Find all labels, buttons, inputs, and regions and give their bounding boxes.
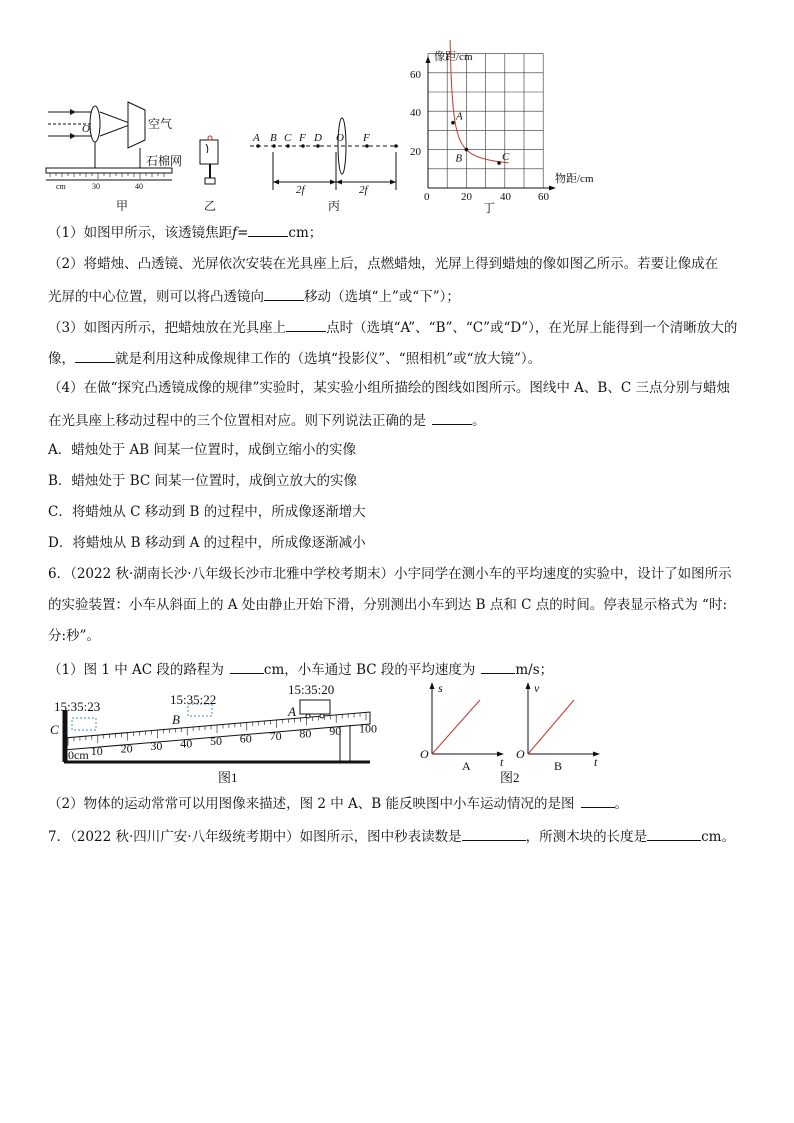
q5-p2-blank[interactable]	[264, 287, 304, 301]
q6-p1-blank2[interactable]	[481, 660, 515, 674]
graph-a-name: A	[462, 759, 471, 773]
ruler-label: 60	[239, 731, 252, 746]
q5-p1-unit: cm；	[288, 225, 323, 241]
tick-40: 40	[135, 182, 143, 191]
ruler-label: 70	[269, 728, 282, 743]
tick-30: 30	[92, 182, 100, 191]
q6-line2: 的实验装置：小车从斜面上的 A 处由静止开始下滑，分别测出小车到达 B 点和 C 点的时间。停表显示格式为 “时:	[48, 597, 727, 613]
span-right: 2f	[359, 184, 368, 196]
time-a: 15:35:20	[288, 682, 335, 697]
ding-point-label-a: A	[455, 110, 463, 123]
letter-o: O	[82, 123, 90, 135]
ding-ytick-40: 40	[410, 107, 421, 119]
letter-a: A	[288, 704, 296, 719]
graph-a-y-label: s	[438, 681, 443, 695]
q5-p4-tail: 。	[472, 413, 486, 429]
q5-part3-line2	[48, 349, 541, 367]
point-a: A	[253, 132, 260, 144]
span-left: 2f	[296, 184, 305, 196]
label-net: 石棉网	[146, 154, 183, 168]
ding-xtick-60: 60	[538, 191, 549, 203]
caption-fig1: 图1	[218, 770, 238, 785]
q5-p1-f: f	[232, 225, 238, 241]
q5-p1-text: （1）如图甲所示，该透镜焦距	[48, 225, 233, 241]
graph-b-name: B	[554, 759, 563, 773]
figure-yi	[200, 136, 218, 213]
ding-point-a	[451, 121, 455, 125]
q7-text: 7．（2022 秋·四川广安·八年级统考期中）如图所示，图中秒表读数是	[48, 829, 462, 845]
graph-a-origin: O	[420, 747, 429, 761]
point-b: B	[270, 132, 277, 144]
figure-2-graphs	[420, 681, 600, 785]
figure-ding	[410, 40, 594, 215]
q6-p1-mid: cm，小车通过 BC 段的平均速度为	[263, 662, 476, 678]
graph-b-y-label: v	[534, 681, 540, 695]
letter-b: B	[172, 712, 180, 727]
q5-p3-l2-text: 像，	[48, 351, 75, 367]
q5-part4-line1: （4）在做“探究凸透镜成像的规律”实验时，某实验小组所描绘的图线如图所示。图线中 A、B、C 三点分别与蜡烛	[48, 380, 730, 396]
q7-line	[48, 827, 735, 845]
graph-a-x-label: t	[500, 755, 504, 769]
q5-part4-line2	[48, 411, 486, 429]
graph-b-origin: O	[516, 747, 525, 761]
point-c: C	[284, 132, 292, 144]
caption-fig2: 图2	[500, 770, 520, 785]
q6-p1-blank1[interactable]	[230, 660, 264, 674]
q6-p2-tail: 。	[614, 796, 629, 812]
q5-option-a[interactable]: A．蜡烛处于 AB 间某一位置时，成倒立缩小的实像	[48, 442, 357, 458]
graph-b-line	[528, 700, 574, 754]
q5-p3-blank1[interactable]	[286, 318, 326, 332]
point-o: O	[336, 132, 344, 144]
ding-xtick-20: 20	[461, 191, 472, 203]
ding-ytick-60: 60	[410, 69, 421, 81]
letter-c: C	[50, 722, 59, 737]
point-f-left: F	[299, 132, 306, 144]
figure-row-q6	[0, 676, 794, 788]
point-d: D	[314, 132, 322, 144]
ding-grid	[428, 54, 543, 188]
figure-row-top	[0, 40, 794, 220]
ding-xtick-0: 0	[424, 191, 430, 203]
q6-p1-text: （1）图 1 中 AC 段的路程为	[48, 662, 224, 678]
q7-unit: cm。	[701, 829, 735, 845]
q5-p2-tail: 移动（选填“上”或“下”）；	[304, 289, 460, 305]
caption-jia: 甲	[116, 199, 129, 213]
q5-p3-l2-tail: 就是利用这种成像规律工作的（选填“投影仪”、“照相机”或“放大镜”）。	[115, 351, 542, 367]
ding-ytick-20: 20	[410, 146, 421, 158]
ding-y-label: 像距/cm	[434, 51, 473, 63]
caption-ding: 丁	[483, 201, 496, 215]
q7-blank1[interactable]	[462, 827, 526, 841]
q5-p3-tail: 点时（选填“A”、“B”、“C”或“D”），在光屏上能得到一个清晰放大的	[326, 320, 738, 336]
ruler-label: 20	[120, 741, 133, 756]
q5-p3-text: （3）如图丙所示，把蜡烛放在光具座上	[48, 320, 287, 336]
q6-p2-blank[interactable]	[581, 794, 615, 808]
tick-cm: cm	[56, 182, 66, 191]
ruler-label: 30	[150, 739, 163, 754]
ruler-start: 0cm	[68, 748, 89, 762]
q5-p2-text: 光屏的中心位置，则可以将凸透镜向	[48, 289, 264, 305]
q6-p1-unit: m/s；	[515, 662, 554, 678]
ding-xtick-40: 40	[500, 191, 511, 203]
time-c: 15:35:23	[54, 699, 101, 714]
q6-part2	[48, 794, 628, 812]
q5-option-b[interactable]: B．蜡烛处于 BC 间某一位置时，成倒立放大的实像	[48, 473, 358, 489]
q5-p4-text: 在光具座上移动过程中的三个位置相对应。则下列说法正确的是	[48, 413, 426, 429]
q5-p4-blank[interactable]	[432, 411, 472, 425]
caption-yi: 乙	[204, 199, 217, 213]
q6-line1: 6．（2022 秋·湖南长沙·八年级长沙市北雅中学校考期末）小宇同学在测小车的平均速度的实验中，设计了如图所示	[48, 566, 732, 582]
graph-b-x-label: t	[594, 755, 598, 769]
q6-line3: 分:秒”。	[48, 628, 100, 644]
ding-points	[451, 111, 510, 165]
q7-mid: ，所测木块的长度是	[525, 829, 648, 845]
q5-part1	[48, 223, 322, 241]
q5-p3-blank2[interactable]	[75, 349, 115, 363]
q5-part2-line1: （2）将蜡烛、凸透镜、光屏依次安装在光具座上后，点燃蜡烛，光屏上得到蜡烛的像如图乙所示。若要让像成在	[48, 256, 719, 272]
ding-point-c	[497, 161, 501, 165]
q7-blank2[interactable]	[647, 827, 701, 841]
q5-option-c[interactable]: C．将蜡烛从 C 移动到 B 的过程中，所成像逐渐增大	[48, 504, 366, 520]
caption-bing: 丙	[328, 199, 341, 213]
ding-point-label-b: B	[455, 152, 463, 165]
ding-point-b	[465, 148, 469, 152]
q5-option-d[interactable]: D．将蜡烛从 B 移动到 A 的过程中，所成像逐渐减小	[48, 535, 366, 551]
q5-p1-blank[interactable]	[248, 223, 288, 237]
time-b: 15:35:22	[170, 692, 217, 707]
figure-jia	[46, 102, 182, 213]
label-air: 空气	[148, 117, 173, 131]
ruler-label: 40	[180, 736, 193, 751]
ruler-label: 50	[210, 734, 222, 748]
ding-x-label: 物距/cm	[555, 173, 594, 185]
graph-a-line	[432, 700, 480, 754]
ruler-label: 10	[90, 744, 103, 759]
q5-part2-line2	[48, 287, 460, 305]
ruler-label: 100	[359, 721, 377, 736]
figure-1-incline	[50, 682, 377, 785]
ruler-label: 80	[299, 726, 312, 741]
q6-p2-text: （2）物体的运动常常可以用图像来描述，图 2 中 A、B 能反映图中小车运动情况的是图	[48, 796, 575, 812]
ding-point-label-c: C	[502, 151, 510, 164]
q5-part3-line1	[48, 318, 737, 336]
q5-p1-eq: =	[237, 225, 249, 241]
figure-bing	[250, 118, 398, 213]
point-f-right: F	[363, 132, 370, 144]
ruler-label: 90	[329, 723, 342, 738]
